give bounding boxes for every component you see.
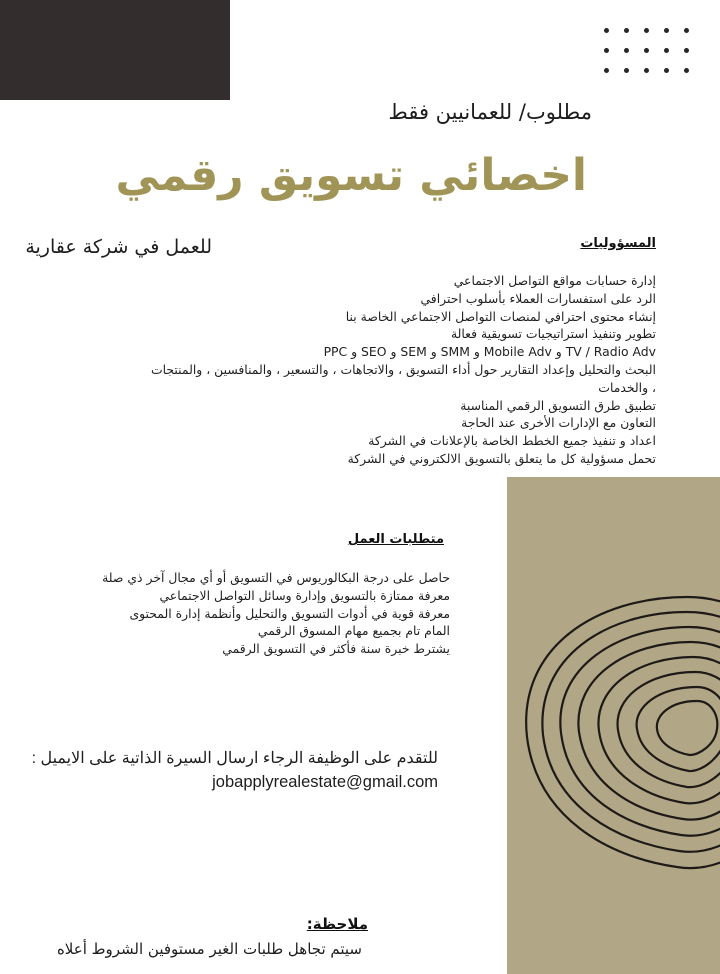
page-title: اخصائي تسويق رقمي	[115, 150, 587, 201]
decorative-dark-block	[0, 0, 230, 100]
dot-icon	[604, 48, 609, 53]
dot-icon	[624, 28, 629, 33]
dot-icon	[624, 68, 629, 73]
list-item: التعاون مع الإدارات الأخرى عند الحاجة	[461, 415, 656, 431]
company-line: للعمل في شركة عقارية	[25, 236, 212, 258]
list-item: اعداد و تنفيذ جميع الخطط الخاصة بالإعلانات في الشركة	[368, 433, 656, 449]
dot-icon	[664, 28, 669, 33]
dot-icon	[644, 68, 649, 73]
list-item: إنشاء محتوى احترافي لمنصات التواصل الاجتماعي الخاصة بنا	[345, 308, 656, 324]
note-text: سيتم تجاهل طلبات الغير مستوفين الشروط أعلاه	[56, 940, 362, 958]
dot-icon	[684, 68, 689, 73]
apply-email-link[interactable]: jobapplyrealestate@gmail.com	[212, 773, 438, 791]
list-item: تطوير وتنفيذ استراتيجيات تسويقية فعالة	[450, 326, 656, 342]
dot-icon	[664, 48, 669, 53]
dot-icon	[644, 28, 649, 33]
list-item: حاصل على درجة البكالوريوس في التسويق أو أي مجال آخر ذي صلة	[102, 570, 450, 585]
dot-icon	[604, 28, 609, 33]
list-item: إدارة حسابات مواقع التواصل الاجتماعي	[453, 273, 656, 288]
dot-icon	[684, 28, 689, 33]
dot-icon	[684, 48, 689, 53]
responsibilities-heading: المسؤوليات	[580, 236, 656, 251]
decorative-khaki-panel	[507, 477, 720, 974]
dot-icon	[604, 68, 609, 73]
dot-icon	[664, 68, 669, 73]
list-item: المام تام بجميع مهام المسوق الرقمي	[257, 623, 450, 639]
requirements-heading: متطلبات العمل	[347, 532, 444, 547]
list-item: ، والخدمات	[598, 379, 656, 395]
list-item: معرفة قوية في أدوات التسويق والتحليل وأنظمة إدارة المحتوى	[129, 605, 450, 621]
list-item: معرفة ممتازة بالتسويق وإدارة وسائل التواصل الاجتماعي	[159, 587, 450, 603]
list-item: TV / Radio Adv و Mobile Adv و SMM و SEM و SEO و PPC	[323, 344, 656, 360]
apply-instructions: للتقدم على الوظيفة الرجاء ارسال السيرة الذاتية على الايميل :	[31, 750, 438, 767]
list-item: البحث والتحليل وإعداد التقارير حول أداء التسويق ، والاتجاهات ، والتسعير ، والمنافسين ، والمنتجات	[150, 361, 656, 377]
list-item: تطبيق طرق التسويق الرقمي المناسبة	[460, 397, 656, 413]
list-item: يشترط خبرة سنة فأكثر في التسويق الرقمي	[222, 641, 450, 657]
dot-icon	[644, 48, 649, 53]
dot-icon	[624, 48, 629, 53]
subtitle: مطلوب/ للعمانيين فقط	[388, 100, 592, 124]
list-item: الرد على استفسارات العملاء بأسلوب احترافي	[420, 290, 656, 306]
responsibilities-list	[151, 272, 656, 468]
note-heading: ملاحظة:	[306, 915, 368, 933]
list-item: تحمل مسؤولية كل ما يتعلق بالتسويق الالكتروني في الشركة	[347, 450, 656, 466]
topographic-lines-icon	[507, 477, 720, 974]
requirements-list	[102, 569, 450, 658]
decorative-dot-grid	[600, 24, 692, 72]
